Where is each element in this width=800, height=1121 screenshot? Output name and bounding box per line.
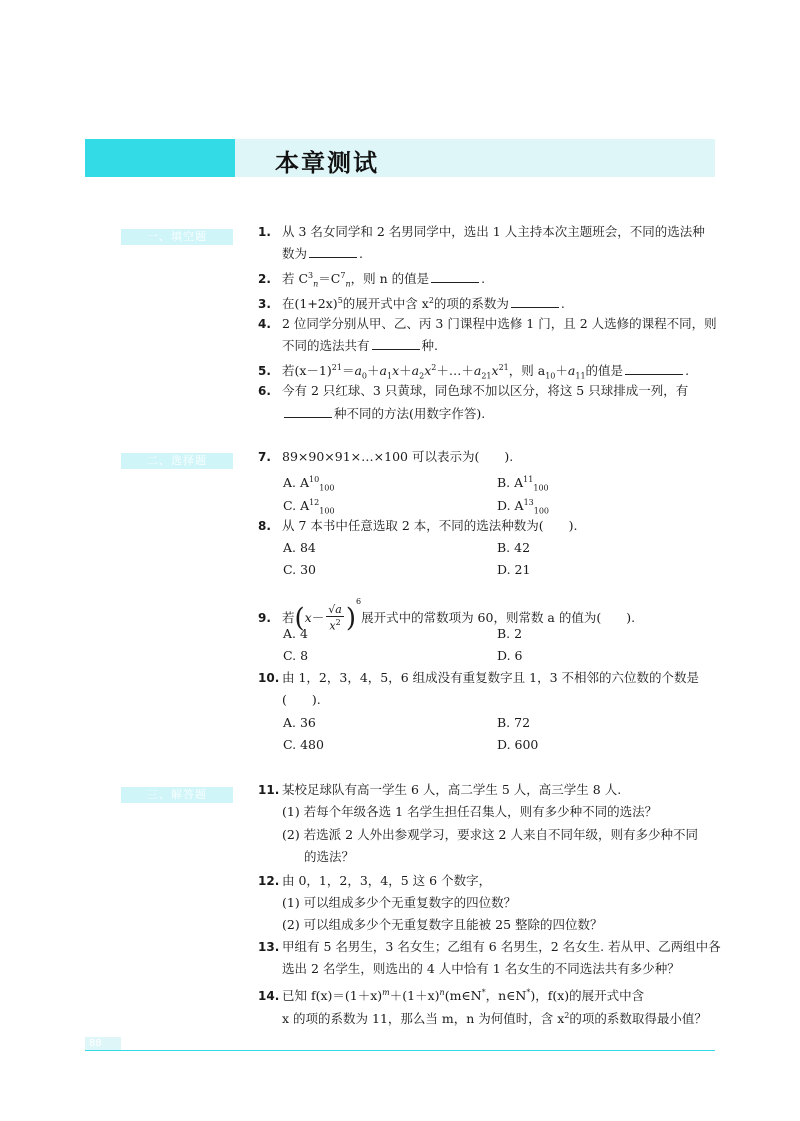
question-11: 11. 某校足球队有高一学生 6 人，高二学生 5 人，高三学生 8 人. <box>258 782 622 797</box>
option-10a: A. 36 <box>283 715 316 730</box>
question-7: 7. 89×90×91×…×100 可以表示为( ). <box>258 449 514 464</box>
option-7a: A. $A^{10}_{100}$ <box>283 475 335 493</box>
option-9d: D. 6 <box>497 648 523 663</box>
question-6: 6. 今有 2 只红球、3 只黄球，同色球不加以区分，将这 5 只球排成一列，有 <box>258 383 689 398</box>
answer-blank <box>625 362 683 375</box>
option-7b: B. $A^{11}_{100}$ <box>497 475 549 493</box>
question-11-part-2-cont: 的选法？ <box>304 849 355 864</box>
answer-blank <box>372 337 420 350</box>
question-3: 3. 在$(1+2x)^5$的展开式中含 $x^2$的项的系数为 . <box>258 296 565 312</box>
question-1: 1. 从 3 名女同学和 2 名男同学中，选出 1 人主持本次主题班会，不同的选法种 <box>258 224 705 239</box>
option-9b: B. 2 <box>497 626 523 641</box>
footer-rule <box>85 1050 715 1051</box>
option-7c: C. $A^{12}_{100}$ <box>283 498 335 516</box>
question-12-part-1: (1) 可以组成多少个无重复数字的四位数？ <box>282 895 517 910</box>
question-2: 2. 若 $C^3_n=C^7_n$，则 n 的值是 . <box>258 271 486 289</box>
question-8: 8. 从 7 本书中任意选取 2 本，不同的选法种数为( ). <box>258 518 578 533</box>
question-13: 13. 甲组有 5 名男生，3 名女生；乙组有 6 名男生，2 名女生. 若从甲、乙两组中各 <box>258 939 721 954</box>
question-4: 4. 2 位同学分别从甲、乙、丙 3 门课程中选修 1 门，且 2 人选修的课程不同，则 <box>258 316 717 331</box>
question-13-cont: 选出 2 名学生，则选出的 4 人中恰有 1 名女生的不同选法共有多少种？ <box>282 961 680 976</box>
page-number: 88 <box>85 1037 121 1051</box>
option-8c: C. 30 <box>283 562 316 577</box>
chapter-title: 本章测试 <box>275 149 379 177</box>
question-14: 14. 已知 $f(x)=(1+x)^m+(1+x)^n(m\in N^*$，n∈N*)，f(x)的展开式中含 <box>258 988 645 1004</box>
option-8a: A. 84 <box>283 540 316 555</box>
section-fill-in: 一、填空题 <box>121 229 233 245</box>
option-9c: C. 8 <box>283 648 309 663</box>
answer-blank <box>309 245 357 258</box>
option-7d: D. $A^{13}_{100}$ <box>497 498 550 516</box>
answer-blank <box>284 405 332 418</box>
answer-blank <box>431 270 479 283</box>
option-10c: C. 480 <box>283 737 324 752</box>
title-accent-block <box>85 139 235 177</box>
question-12: 12. 由 0，1，2，3，4，5 这 6 个数字， <box>258 873 492 888</box>
question-1-cont: 数为 . <box>282 246 363 261</box>
section-multiple-choice: 二、选择题 <box>121 453 233 469</box>
question-6-cont: 种不同的方法(用数字作答). <box>282 405 485 422</box>
answer-blank <box>511 295 559 308</box>
question-5: 5. 若$(x-1)^{21}=a_0+a_1x+a_2x^2+\dots+a_{21}x^{21}$，则 $a_{10}+a_{11}$的值是 . <box>258 363 690 381</box>
option-8b: B. 42 <box>497 540 531 555</box>
question-10-cont: ( ). <box>282 692 321 707</box>
question-11-part-1: (1) 若每个年级各选 1 名学生担任召集人，则有多少种不同的选法？ <box>282 804 658 819</box>
question-4-cont: 不同的选法共有 种. <box>282 338 438 353</box>
question-11-part-2: (2) 若选派 2 人外出参观学习，要求这 2 人来自不同年级，则有多少种不同 <box>282 827 698 842</box>
question-12-part-2: (2) 可以组成多少个无重复数字且能被 25 整除的四位数？ <box>282 917 603 932</box>
question-10: 10. 由 1，2，3，4，5，6 组成没有重复数字且 1，3 不相邻的六位数的个数是 <box>258 670 700 685</box>
section-problems: 三、解答题 <box>121 787 233 803</box>
chapter-title-bar <box>85 139 715 177</box>
option-8d: D. 21 <box>497 562 531 577</box>
option-10d: D. 600 <box>497 737 539 752</box>
question-14-cont: x 的项的系数为 11，那么当 m，n 为何值时，含 $x^2$的项的系数取得最小值？ <box>282 1011 707 1027</box>
option-10b: B. 72 <box>497 715 531 730</box>
option-9a: A. 4 <box>283 626 308 641</box>
question-9: 9. 若(x－ $\frac{√a}{x^2}$ )$^6$展开式中的常数项为 60，则常数 a 的值为( ). <box>258 597 636 634</box>
